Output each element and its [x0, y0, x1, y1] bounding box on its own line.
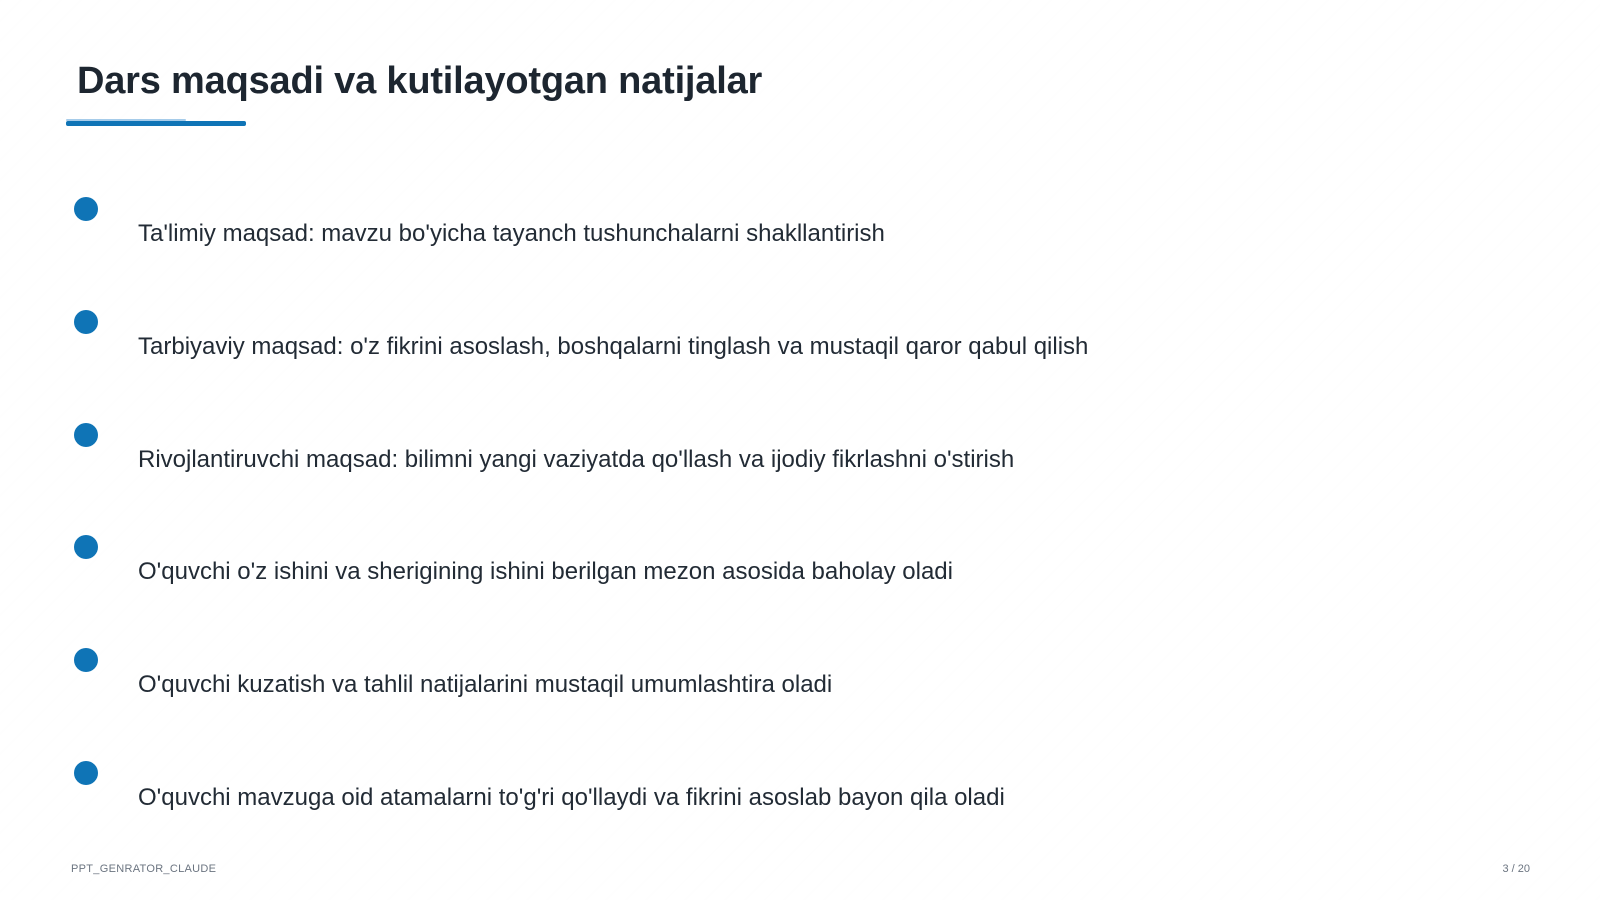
bullet-icon — [74, 648, 98, 672]
bullet-icon — [74, 423, 98, 447]
list-item-text: Ta'limiy maqsad: mavzu bo'yicha tayanch tushunchalarni shakllantirish — [138, 220, 885, 247]
page-number: 3 / 20 — [1502, 863, 1530, 875]
list-item-text: O'quvchi mavzuga oid atamalarni to'g'ri qo'llaydi va fikrini asoslab bayon qila oladi — [138, 784, 1005, 811]
list-item-text: O'quvchi kuzatish va tahlil natijalarini mustaqil umumlashtira oladi — [138, 671, 833, 698]
list-item — [0, 531, 1600, 641]
list-item-text: O'quvchi o'z ishini va sherigining ishini berilgan mezon asosida baholay oladi — [138, 558, 953, 585]
bullet-icon — [74, 535, 98, 559]
bullet-icon — [74, 761, 98, 785]
list-item — [0, 193, 1600, 303]
bullet-icon — [74, 310, 98, 334]
list-item-text: Rivojlantiruvchi maqsad: bilimni yangi vaziyatda qo'llash va ijodiy fikrlashni o'stirish — [138, 446, 1015, 473]
list-item — [0, 306, 1600, 416]
slide-title: Dars maqsadi va kutilayotgan natijalar — [77, 60, 763, 102]
list-item — [0, 419, 1600, 529]
footer-source: PPT_GENRATOR_CLAUDE — [71, 863, 217, 875]
list-item — [0, 757, 1600, 867]
list-item — [0, 644, 1600, 754]
bullet-icon — [74, 197, 98, 221]
list-item-text: Tarbiyaviy maqsad: o'z fikrini asoslash, boshqalarni tinglash va mustaqil qaror qabul qilish — [138, 333, 1089, 360]
